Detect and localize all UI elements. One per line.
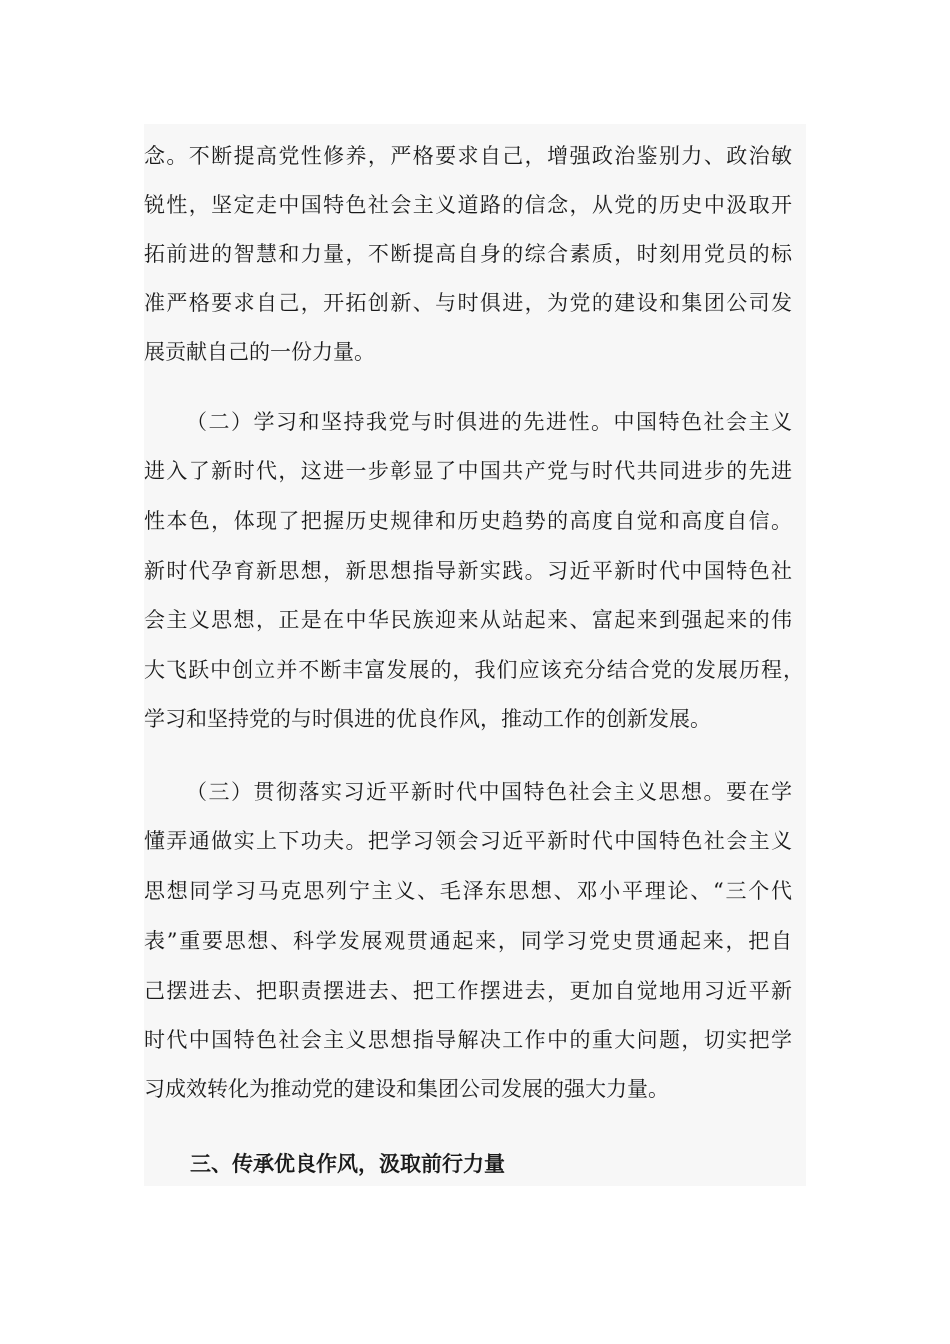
paragraph-2-line-4: 新时代孕育新思想，新思想指导新实践。习近平新时代中国特色社	[144, 559, 792, 583]
paragraph-3-line-5: 己摆进去、把职责摆进去、把工作摆进去，更加自觉地用习近平新	[144, 979, 792, 1003]
paragraph-2-line-2: 进入了新时代，这进一步彰显了中国共产党与时代共同进步的先进	[144, 459, 792, 483]
section-heading: 三、传承优良作风，汲取前行力量	[190, 1152, 505, 1176]
paragraph-1-line-3: 拓前进的智慧和力量，不断提高自身的综合素质，时刻用党员的标	[144, 242, 792, 266]
paragraph-2-line-7: 学习和坚持党的与时俱进的优良作风，推动工作的创新发展。	[144, 707, 711, 731]
paragraph-3-line-6: 时代中国特色社会主义思想指导解决工作中的重大问题，切实把学	[144, 1028, 792, 1052]
document-page	[144, 124, 806, 1186]
paragraph-1-line-2: 锐性，坚定走中国特色社会主义道路的信念，从党的历史中汲取开	[144, 193, 792, 217]
paragraph-1-line-5: 展贡献自己的一份力量。	[144, 340, 375, 364]
paragraph-1-line-4: 准严格要求自己，开拓创新、与时俱进，为党的建设和集团公司发	[144, 291, 792, 315]
paragraph-2-line-1: （二）学习和坚持我党与时俱进的先进性。中国特色社会主义	[186, 410, 792, 434]
paragraph-3-line-1: （三）贯彻落实习近平新时代中国特色社会主义思想。要在学	[186, 780, 792, 804]
paragraph-3-line-4: 表”重要思想、科学发展观贯通起来，同学习党史贯通起来，把自	[144, 929, 792, 953]
paragraph-3-line-7: 习成效转化为推动党的建设和集团公司发展的强大力量。	[144, 1077, 669, 1101]
paragraph-1-line-1: 念。不断提高党性修养，严格要求自己，增强政治鉴别力、政治敏	[144, 144, 792, 168]
paragraph-3-line-3: 思想同学习马克思列宁主义、毛泽东思想、邓小平理论、“三个代	[144, 879, 792, 903]
paragraph-2-line-5: 会主义思想，正是在中华民族迎来从站起来、富起来到强起来的伟	[144, 608, 792, 632]
paragraph-3-line-2: 懂弄通做实上下功夫。把学习领会习近平新时代中国特色社会主义	[144, 829, 792, 853]
paragraph-2-line-3: 性本色，体现了把握历史规律和历史趋势的高度自觉和高度自信。	[144, 509, 792, 533]
paragraph-2-line-6: 大飞跃中创立并不断丰富发展的，我们应该充分结合党的发展历程，	[144, 658, 804, 682]
